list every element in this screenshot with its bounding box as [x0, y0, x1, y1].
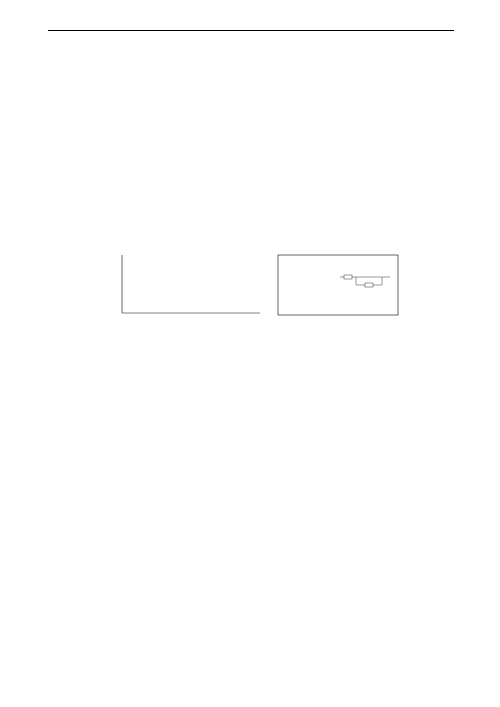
figure-5 [100, 253, 430, 334]
running-header [48, 14, 454, 31]
nyquist-plot [122, 255, 260, 313]
equivalent-circuit-inset [340, 275, 390, 287]
bode-plot [278, 255, 398, 315]
